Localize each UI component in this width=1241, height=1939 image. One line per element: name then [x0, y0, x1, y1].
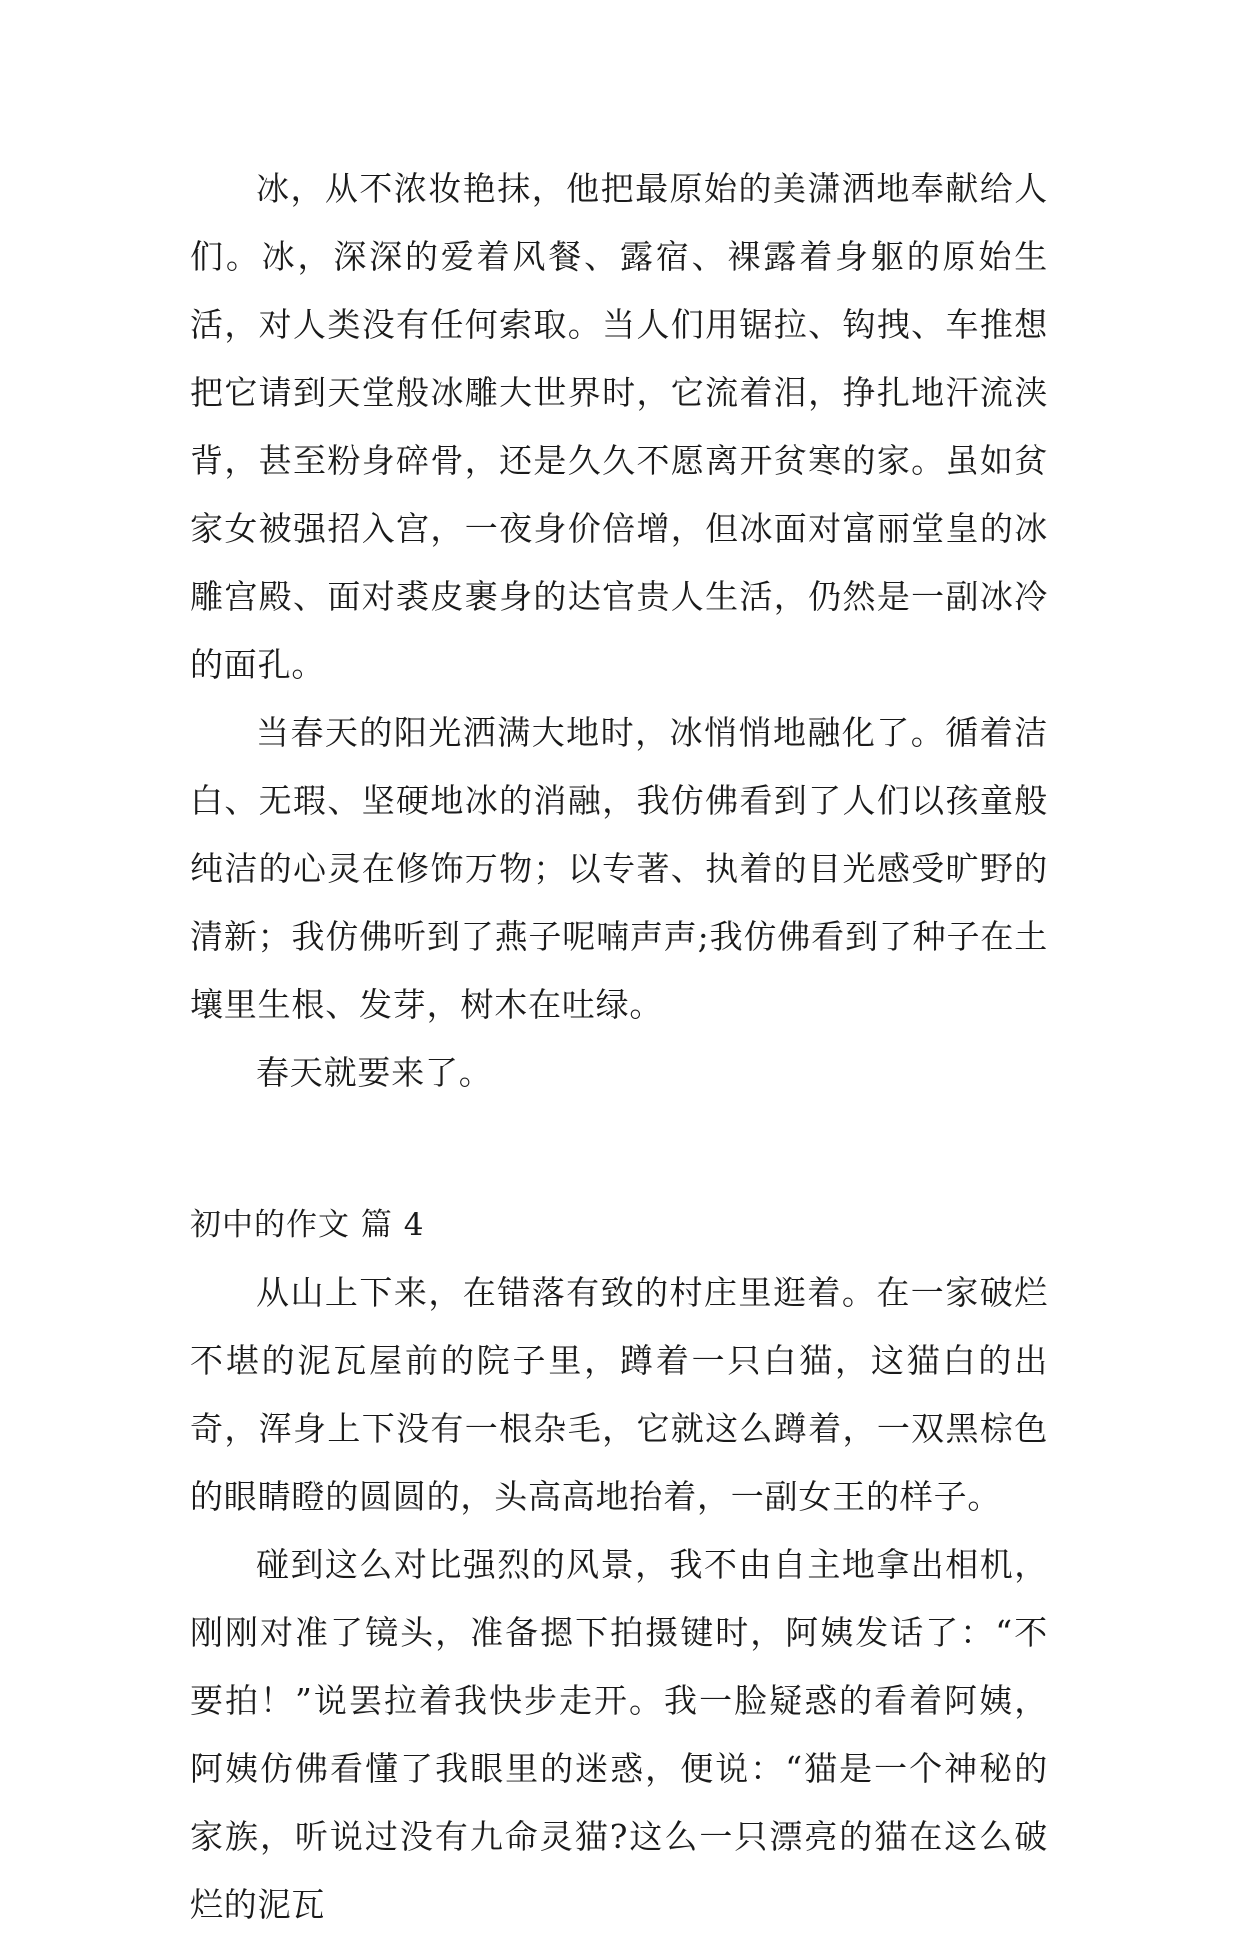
paragraph-spring-coming: 春天就要来了。 [256, 1053, 493, 1092]
paragraph-ice: 冰，从不浓妆艳抹，他把最原始的美潇洒地奉献给人们。冰，深深的爱着风餐、露宿、裸露着身躯的原始生活，对人类没有任何索取。当人们用锯拉、钩拽、车推想把它请到天堂般冰雕大世界时，它流着泪，挣扎地汗流浃背，甚至粉身碎骨，还是久久不愿离开贫寒的家。虽如贫家女被强招入宫，一夜身价倍增，但冰面对富丽堂皇的冰雕宫殿、面对裘皮裹身的达官贵人生活，仍然是一副冰冷的面孔。 [190, 169, 1048, 684]
document-body [190, 155, 1048, 1939]
paragraph-spring-melt: 当春天的阳光洒满大地时，冰悄悄地融化了。循着洁白、无瑕、坚硬地冰的消融，我仿佛看到了人们以孩童般纯洁的心灵在修饰万物；以专著、执着的目光感受旷野的清新；我仿佛听到了燕子呢喃声声;我仿佛看到了种子在土壤里生根、发芽，树木在吐绿。 [190, 713, 1048, 1024]
section-heading: 初中的作文 篇 4 [190, 1207, 425, 1243]
paragraph-camera: 碰到这么对比强烈的风景，我不由自主地拿出相机，刚刚对准了镜头，准备摁下拍摄键时，阿姨发话了：“不要拍！”说罢拉着我快步走开。我一脸疑惑的看着阿姨，阿姨仿佛看懂了我眼里的迷惑，便说：“猫是一个神秘的家族，听说过没有九命灵猫?这么一只漂亮的猫在这么破烂的泥瓦 [190, 1545, 1048, 1924]
paragraph-white-cat: 从山上下来，在错落有致的村庄里逛着。在一家破烂不堪的泥瓦屋前的院子里，蹲着一只白猫，这猫白的出奇，浑身上下没有一根杂毛，它就这么蹲着，一双黑棕色的眼睛瞪的圆圆的，头高高地抬着，一副女王的样子。 [190, 1273, 1048, 1516]
